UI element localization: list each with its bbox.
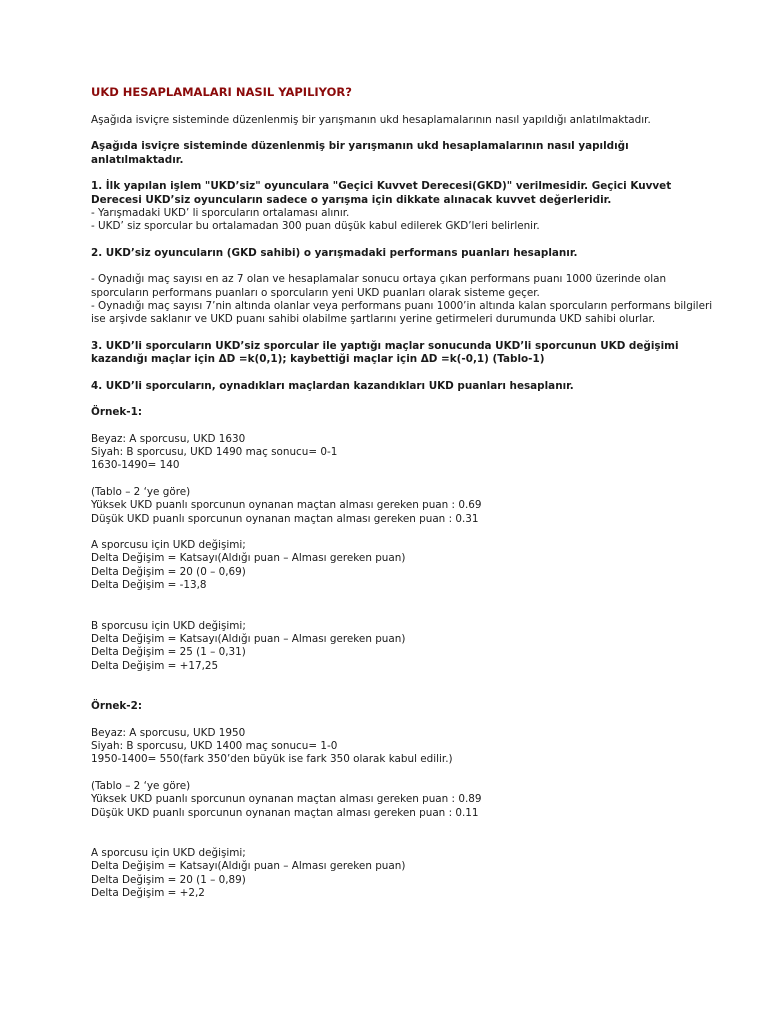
step2-line-3: - Oynadığı maç sayısı 7’nin altında olanlar veya performans puanı 1000’in altında kalan sporcuların performans bilgileri: [91, 300, 713, 313]
example1-b-substitution: Delta Değişim = 25 (1 – 0,31): [91, 646, 246, 659]
example2-heading: Örnek-2:: [91, 700, 143, 713]
example2-player-black: Siyah: B sporcusu, UKD 1400 maç sonucu= 1-0: [91, 740, 338, 752]
intro-bold-line-2: anlatılmaktadır.: [91, 153, 184, 166]
step4-heading: 4. UKD’li sporcuların, oynadıkları maçlardan kazandıkları UKD puanları hesaplanır.: [91, 379, 574, 392]
example2-a-substitution: Delta Değişim = 20 (1 – 0,89): [91, 873, 246, 886]
example1-player-white: Beyaz: A sporcusu, UKD 1630: [91, 432, 246, 445]
step3-heading-line-2: kazandığı maçlar için ΔD =k(0,1); kaybettiği maçlar için ΔD =k(-0,1) (Tablo-1): [91, 353, 545, 366]
page-title: UKD HESAPLAMALARI NASIL YAPILIYOR?: [91, 85, 352, 99]
example1-difference: 1630-1490= 140: [91, 459, 180, 472]
intro-text: Aşağıda isviçre sisteminde düzenlenmiş bir yarışmanın ukd hesaplamalarının nasıl yapıldığı anlatılmaktadır.: [91, 114, 651, 126]
example2-a-formula: Delta Değişim = Katsayı(Aldığı puan – Alması gereken puan): [91, 860, 406, 873]
step2-line-4: ise arşivde saklanır ve UKD puanı sahibi olabilme şartlarını yerine getirmeleri durumunda UKD sahibi olurlar.: [91, 313, 656, 326]
example2-a-title: A sporcusu için UKD değişimi;: [91, 847, 246, 860]
intro-bold-line-1: Aşağıda isviçre sisteminde düzenlenmiş bir yarışmanın ukd hesaplamalarının nasıl yapıldığı: [91, 140, 629, 153]
example1-a-substitution: Delta Değişim = 20 (0 – 0,69): [91, 565, 246, 578]
example2-table-ref: (Tablo – 2 ‘ye göre): [91, 779, 191, 792]
example1-high-expected: Yüksek UKD puanlı sporcunun oynanan maçtan alması gereken puan : 0.69: [91, 499, 482, 512]
document-body: [91, 84, 713, 901]
step2-line-1: - Oynadığı maç sayısı en az 7 olan ve hesaplamalar sonucu ortaya çıkan performans puanı 1000 üzerinde olan: [91, 273, 667, 286]
step3-heading-line-1: 3. UKD’li sporcuların UKD’siz sporcular ile yaptığı maçlar sonucunda UKD’li sporcunun UKD değişimi: [91, 339, 679, 352]
example1-a-title: A sporcusu için UKD değişimi;: [91, 538, 246, 551]
example2-player-white: Beyaz: A sporcusu, UKD 1950: [91, 726, 246, 739]
step1-line-2: - UKD’ siz sporcular bu ortalamadan 300 puan düşük kabul edilerek GKD’leri belirlenir.: [91, 220, 540, 233]
example1-a-result: Delta Değişim = -13,8: [91, 579, 207, 592]
example1-heading: Örnek-1:: [91, 406, 143, 419]
example1-b-result: Delta Değişim = +17,25: [91, 659, 219, 672]
example1-b-formula: Delta Değişim = Katsayı(Aldığı puan – Alması gereken puan): [91, 632, 406, 645]
example1-a-formula: Delta Değişim = Katsayı(Aldığı puan – Alması gereken puan): [91, 552, 406, 565]
example1-b-title: B sporcusu için UKD değişimi;: [91, 619, 246, 632]
example1-player-black: Siyah: B sporcusu, UKD 1490 maç sonucu= 0-1: [91, 445, 338, 458]
step2-line-2: sporcuların performans puanları o sporcuların yeni UKD puanları olarak sisteme geçer.: [91, 286, 540, 299]
example2-low-expected: Düşük UKD puanlı sporcunun oynanan maçtan alması gereken puan : 0.11: [91, 806, 479, 819]
example2-difference: 1950-1400= 550(fark 350’den büyük ise fark 350 olarak kabul edilir.): [91, 753, 453, 766]
step1-heading-line-1: 1. İlk yapılan işlem "UKD’siz" oyunculara "Geçici Kuvvet Derecesi(GKD)" verilmesidir. Geçici Kuvvet: [91, 180, 672, 193]
example2-a-result: Delta Değişim = +2,2: [91, 887, 205, 900]
step1-line-1: - Yarışmadaki UKD’ li sporcuların ortalaması alınır.: [91, 207, 350, 220]
example1-low-expected: Düşük UKD puanlı sporcunun oynanan maçtan alması gereken puan : 0.31: [91, 512, 479, 525]
example1-table-ref: (Tablo – 2 ‘ye göre): [91, 485, 191, 498]
step1-heading-line-2: Derecesi UKD’siz oyuncuların sadece o yarışma için dikkate alınacak kuvvet değerleridir.: [91, 193, 612, 206]
step2-heading: 2. UKD’siz oyuncuların (GKD sahibi) o yarışmadaki performans puanları hesaplanır.: [91, 246, 578, 259]
example2-high-expected: Yüksek UKD puanlı sporcunun oynanan maçtan alması gereken puan : 0.89: [91, 793, 482, 806]
